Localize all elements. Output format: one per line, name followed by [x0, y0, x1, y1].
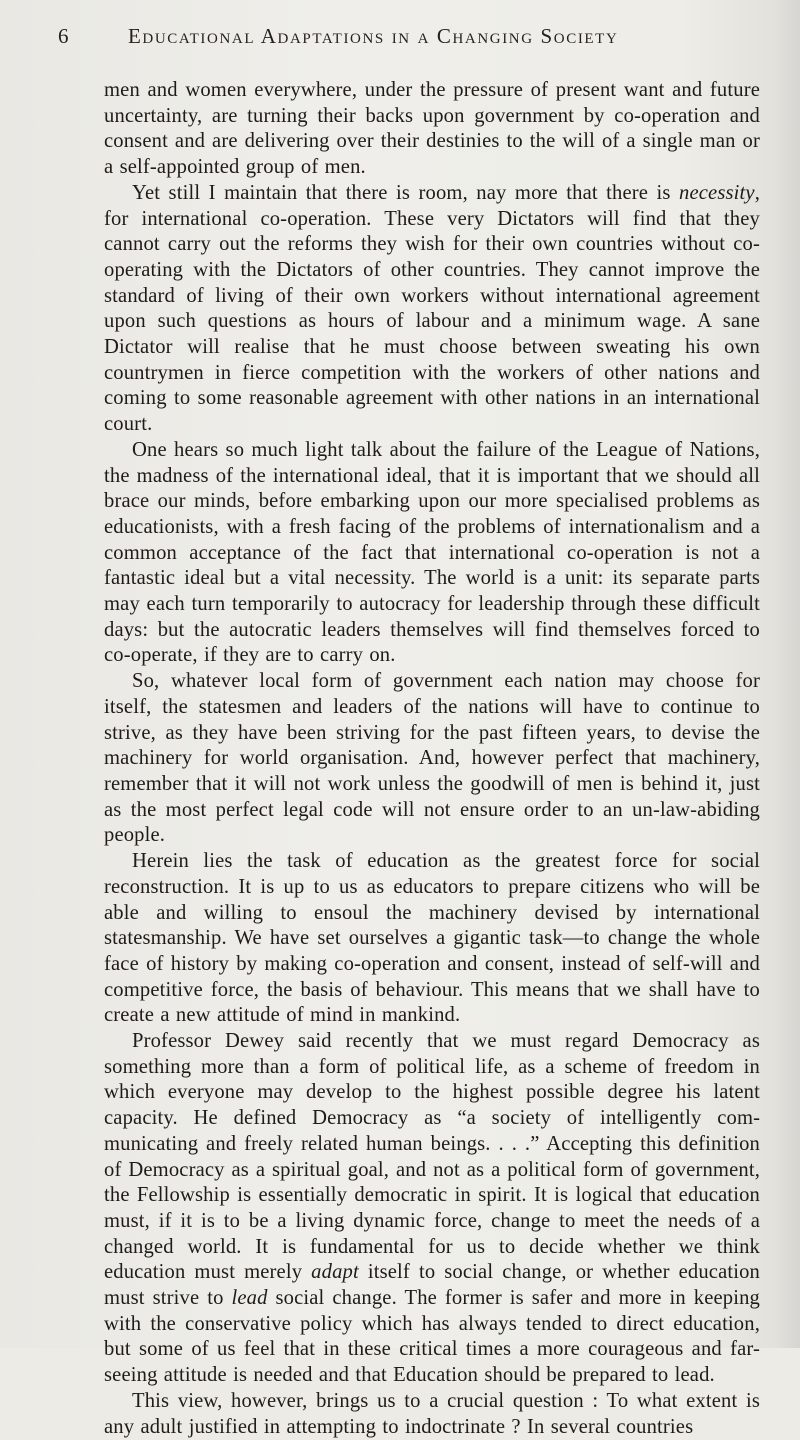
running-title: Educational Adaptations in a Changing Society: [128, 24, 619, 48]
body-text: [104, 78, 760, 1440]
text-run: men and women everywhere, under the pressure of present want and future uncertainty, are turning their backs upon government by co-operation and consent and are delivering over their destinies to the will of a single man or a self-appointed group of men.: [104, 79, 760, 179]
text-run: Yet still I maintain that there is room, nay more that there is: [132, 181, 679, 204]
paragraph: [104, 438, 760, 669]
paragraph: [104, 1029, 760, 1389]
paragraph: [104, 78, 760, 181]
text-run: So, whatever local form of government each nation may choose for itself, the statesmen and leaders of the nations will have to continue to strive, as they have been striving for the past fifteen years, to devise the machinery for world organisation. And, however perfect that machinery, remember that it will not work unless the goodwill of men is behind it, just as the most perfect legal code will not ensure order to an un-law-abiding people.: [104, 670, 760, 847]
page-header: [58, 24, 748, 49]
italic-text-run: adapt: [311, 1261, 359, 1284]
text-run: Herein lies the task of education as the greatest force for social reconstruction. It is up to us as educators to prepare citizens who will be able and willing to ensoul the machinery devised by international statesmanship. We have set ourselves a gigantic task—to change the whole face of history by making co-operation and consent, instead of self-will and competitive force, the basis of behaviour. This means that we shall have to create a new attitude of mind in mankind.: [104, 850, 760, 1027]
text-run: social change. The former is safer and more in keeping with the conservative policy which has always tended to direct education, but some of us feel that in these critical times a more courageous and far-seeing attitude is needed and that Education should be prepared to lead.: [104, 1287, 760, 1387]
paragraph: [104, 1389, 760, 1440]
page-number: 6: [58, 24, 70, 48]
paragraph: [104, 181, 760, 438]
text-run: One hears so much light talk about the failure of the League of Nations, the madness of the international ideal, that it is important that we should all brace our minds, before embarking upon our more specialised problems as educationists, with a fresh facing of the problems of internationalism and a common acceptance of the fact that international co-operation is not a fantastic ideal but a vital necessity. The world is a unit: its separate parts may each turn temporarily to autocracy for leadership through these difficult days: but the autocratic leaders themselves will find themselves forced to co-operate, if they are to carry on.: [104, 438, 760, 667]
italic-text-run: lead: [231, 1287, 268, 1310]
text-run: itself to social change, or whether education must strive to: [104, 1261, 760, 1310]
text-run: Professor Dewey said recently that we must regard Democracy as something more than a form of political life, as a scheme of freedom in which everyone may develop to the highest possible degree his latent capacity. He defined Democracy as “a society of intelligently communicating and freely related human beings. . . .” Accepting this definition of Democracy as a spiritual goal, and not as a political form of government, the Fellowship is essentially democratic in spirit. It is logical that education must, if it is to be a living dynamic force, change to meet the needs of a changed world. It is fundamental for us to decide whether we think education must merely: [104, 1030, 760, 1284]
paragraph: [104, 849, 760, 1029]
text-run: This view, however, brings us to a crucial question : To what extent is any adult justified in attempting to indoctrinate ? In several countries: [104, 1389, 760, 1438]
paragraph: [104, 669, 760, 849]
italic-text-run: necessity: [679, 181, 755, 204]
text-run: , for international co-operation. These very Dictators will find that they cannot carry out the reforms they wish for their own countries without co-operating with the Dictators of other countries. They cannot improve the standard of living of their own workers without international agreement upon such questions as hours of labour and a minimum wage. A sane Dictator will realise that he must choose between sweating his own countrymen in fierce competition with the workers of other nations and coming to some reasonable agreement with other nations in an international court.: [104, 181, 760, 436]
